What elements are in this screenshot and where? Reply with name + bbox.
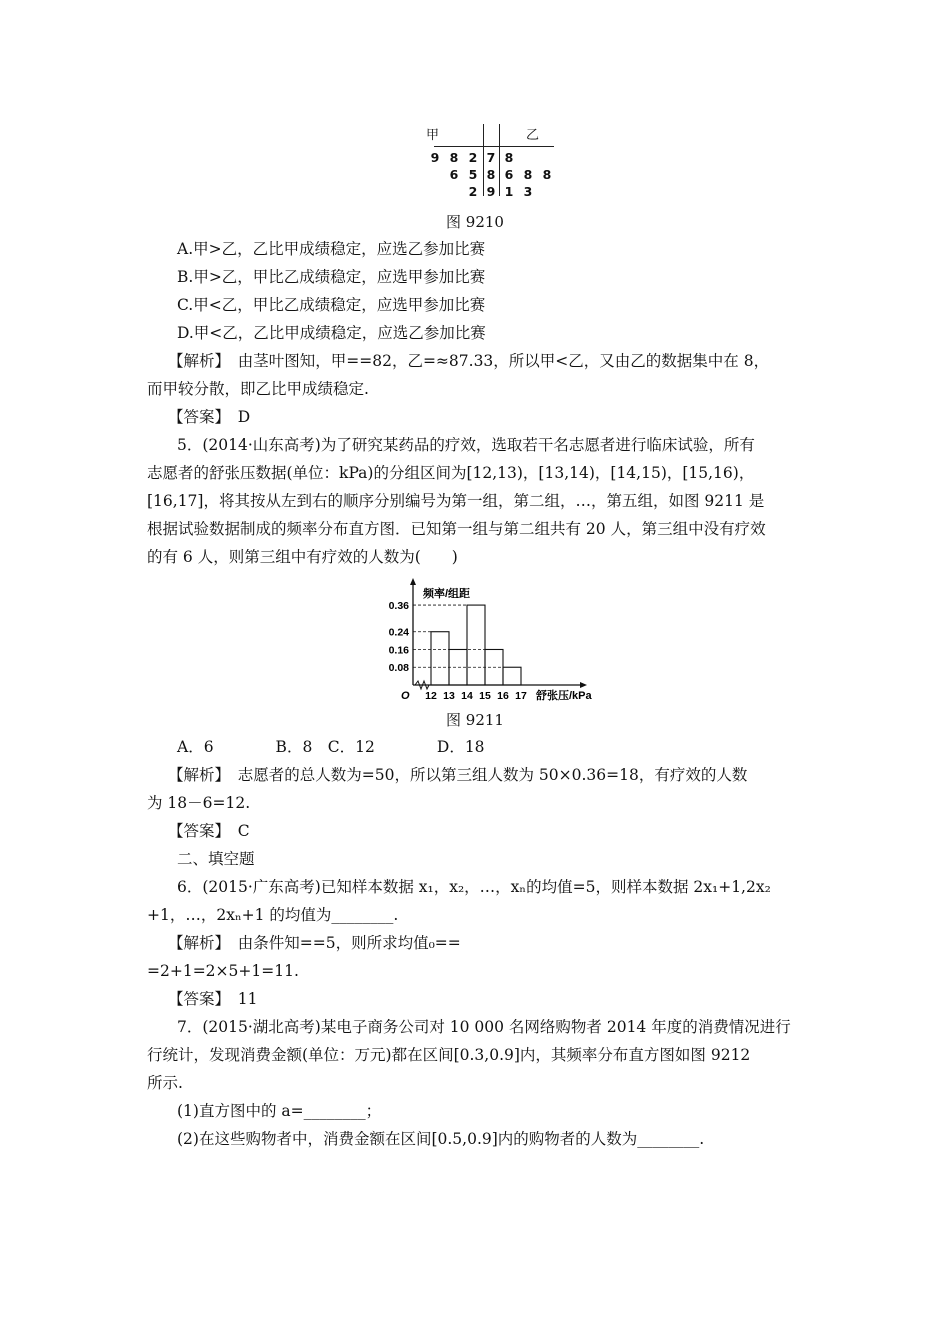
stem: 8 (486, 167, 496, 182)
x-tick-label: 15 (479, 690, 491, 702)
figure-caption-9210: 图 9210 (446, 213, 504, 231)
stem-leaf-divider (434, 146, 554, 147)
histogram-chart (365, 575, 625, 705)
y-tick-label: 0.24 (388, 626, 409, 639)
stem: 9 (486, 184, 496, 199)
q4-option-d: D.甲<乙，乙比甲成绩稳定，应选乙参加比赛 (177, 324, 486, 342)
leaf-right: 1 (504, 184, 514, 199)
leaf-right: 8 (542, 167, 552, 182)
leaf-left: 2 (468, 150, 478, 165)
histogram-bar (467, 605, 485, 685)
y-tick-label: 0.16 (388, 644, 409, 657)
leaf-left: 2 (468, 184, 478, 199)
q4-answer: 【答案】 D (168, 408, 251, 426)
leaf-right: 6 (504, 167, 514, 182)
q4-option-b: B.甲>乙，甲比乙成绩稳定，应选甲参加比赛 (177, 268, 486, 286)
y-axis-arrow (410, 578, 416, 585)
stem-leaf-row (420, 150, 560, 166)
x-axis-label: 舒张压/kPa (536, 690, 592, 702)
stem-leaf-diagram (420, 122, 560, 200)
section-title: 二、填空题 (177, 850, 255, 868)
y-tick-label: 0.08 (388, 662, 409, 675)
q4-analysis-cont: 而甲较分散，即乙比甲成绩稳定. (147, 380, 369, 398)
q6-answer: 【答案】 11 (168, 990, 258, 1008)
q6-analysis-cont: =2+1=2×5+1=11. (147, 962, 299, 980)
x-tick-label: 12 (425, 690, 437, 702)
stem-leaf-row (420, 184, 560, 200)
x-tick-label: 13 (443, 690, 455, 702)
q5-answer: 【答案】 C (168, 822, 250, 840)
stem: 7 (486, 150, 496, 165)
histogram-bar (431, 632, 449, 685)
q5-text: 志愿者的舒张压数据(单位：kPa)的分组区间为[12,13)，[13,14)，[14,15)，[15,16)， (147, 464, 755, 482)
stem-leaf-row (420, 167, 560, 183)
q5-text: 根据试验数据制成的频率分布直方图．已知第一组与第二组共有 20 人，第三组中没有疗效 (147, 520, 766, 538)
q4-option-a: A.甲>乙，乙比甲成绩稳定，应选乙参加比赛 (177, 240, 486, 258)
q5-analysis-cont: 为 18－6=12. (147, 794, 251, 812)
histogram-bar (503, 667, 521, 685)
q4-option-c: C.甲<乙，甲比乙成绩稳定，应选甲参加比赛 (177, 296, 486, 314)
q5-analysis: 【解析】 志愿者的总人数为=50，所以第三组人数为 50×0.36=18，有疗效的人数 (168, 766, 748, 784)
q5-options: A．6 B．8 C．12 D．18 (177, 738, 485, 756)
q7-text: 行统计，发现消费金额(单位：万元)都在区间[0.3,0.9]内，其频率分布直方图如图 9212 (147, 1046, 751, 1064)
leaf-left: 5 (468, 167, 478, 182)
leaf-right: 3 (523, 184, 533, 199)
leaf-left: 8 (449, 150, 459, 165)
q6-text: 6．(2015·广东高考)已知样本数据 x₁，x₂，…，xₙ的均值=5，则样本数据 2x₁+1,2x₂ (177, 878, 771, 896)
q5-text: [16,17]，将其按从左到右的顺序分别编号为第一组，第二组，…，第五组，如图 9211 是 (147, 492, 765, 510)
q5-text: 的有 6 人，则第三组中有疗效的人数为( ) (147, 548, 458, 566)
stem-leaf-left-label: 甲 (426, 128, 440, 143)
q4-analysis: 【解析】 由茎叶图知，甲==82，乙=≈87.33，所以甲<乙，又由乙的数据集中在 8， (168, 352, 770, 370)
x-tick-label: 16 (497, 690, 509, 702)
q7-subquestion-1: (1)直方图中的 a=________； (177, 1102, 382, 1120)
x-tick-label: 14 (461, 690, 473, 702)
origin-label: O (401, 690, 410, 702)
leaf-right: 8 (504, 150, 514, 165)
q5-text: 5．(2014·山东高考)为了研究某药品的疗效，选取若干名志愿者进行临床试验，所有 (177, 436, 755, 454)
y-axis-label: 频率/组距 (423, 588, 471, 600)
q7-text: 7．(2015·湖北高考)某电子商务公司对 10 000 名网络购物者 2014 年度的消费情况进行 (177, 1018, 791, 1036)
q7-text: 所示. (147, 1074, 183, 1092)
figure-caption-9211: 图 9211 (446, 711, 504, 729)
q6-analysis: 【解析】 由条件知==5，则所求均值₀== (168, 934, 461, 952)
x-axis-arrow (580, 682, 587, 688)
leaf-left: 9 (430, 150, 440, 165)
q7-subquestion-2: (2)在这些购物者中，消费金额在区间[0.5,0.9]内的购物者的人数为________. (177, 1130, 705, 1148)
x-tick-label: 17 (515, 690, 527, 702)
y-tick-label: 0.36 (388, 600, 409, 613)
stem-leaf-right-label: 乙 (526, 128, 540, 143)
leaf-right: 8 (523, 167, 533, 182)
q6-text: +1，…，2xₙ+1 的均值为________. (147, 906, 399, 924)
leaf-left: 6 (449, 167, 459, 182)
